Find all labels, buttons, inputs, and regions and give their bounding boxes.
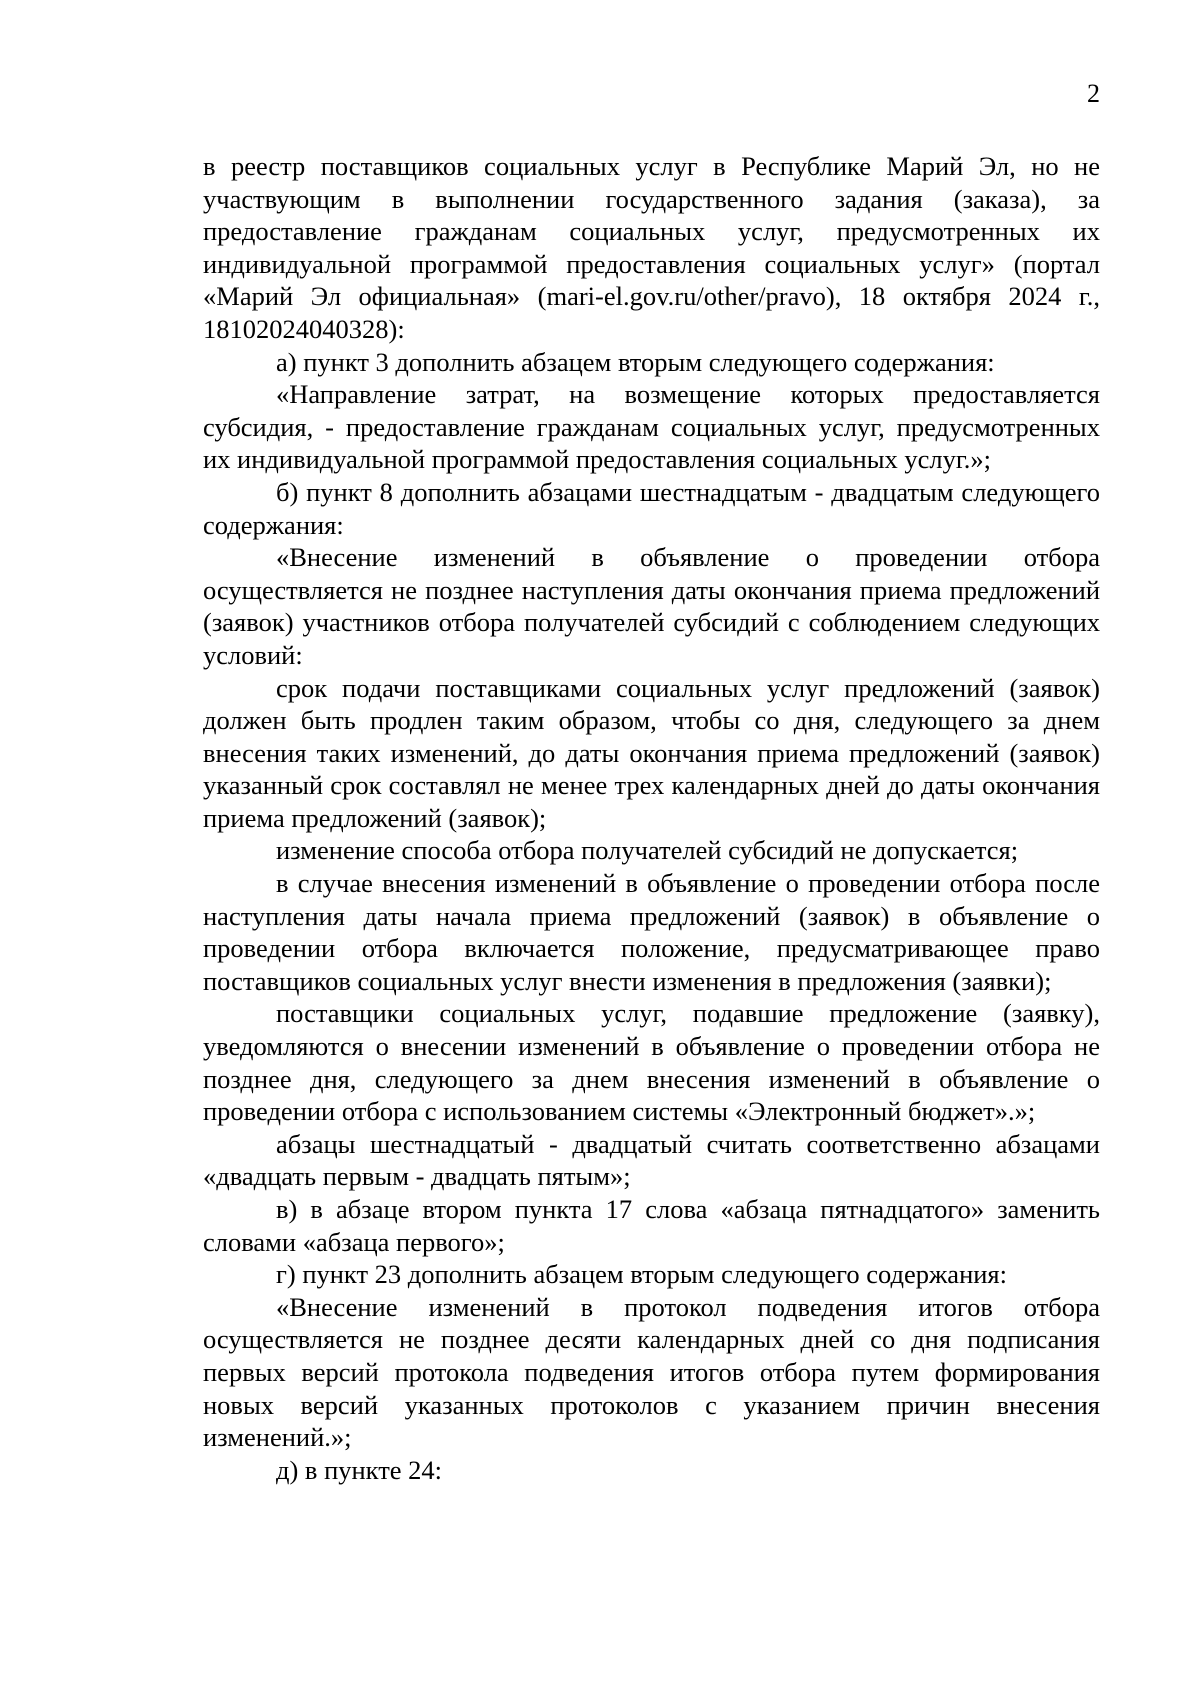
paragraph: изменение способа отбора получателей субсидий не допускается; <box>276 835 1019 866</box>
paragraph: в реестр поставщиков социальных услуг в Республике Марий Эл, но не участвующим в выполнении государственного задания (заказа), за предоставление гражданам социальных услуг, предусмотренных их индивидуальной программой предоставления социальных услуг» (портал «Марий Эл официальная» (mari-el.gov.ru/other/pravo), 18 октября 2024 г., 18102024040328): <box>203 151 1100 344</box>
page-number: 2 <box>1087 79 1100 108</box>
paragraph: поставщики социальных услуг, подавшие предложение (заявку), уведомляются о внесении изменений в объявление о проведении отбора не позднее дня, следующего за днем внесения изменений в объявление о проведении отбора с использованием системы «Электронный бюджет».»; <box>203 998 1100 1127</box>
paragraph: абзацы шестнадцатый - двадцатый считать соответственно абзацами «двадцать первым - двадцать пятым»; <box>203 1128 1100 1192</box>
paragraph: «Внесение изменений в объявление о проведении отбора осуществляется не позднее наступления даты окончания приема предложений (заявок) участников отбора получателей субсидий с соблюдением следующих условий: <box>203 542 1100 670</box>
paragraph: «Направление затрат, на возмещение которых предоставляется субсидия, - предоставление гражданам социальных услуг, предусмотренных их индивидуальной программой предоставления социальных услуг.»; <box>203 379 1100 475</box>
paragraph: в) в абзаце втором пункта 17 слова «абзаца пятнадцатого» заменить словами «абзаца первого»; <box>203 1194 1100 1257</box>
paragraph: срок подачи поставщиками социальных услуг предложений (заявок) должен быть продлен таким образом, чтобы со дня, следующего за днем внесения таких изменений, до даты окончания приема предложений (заявок) указанный срок составлял не менее трех календарных дней до даты окончания приема предложений (заявок); <box>203 672 1100 833</box>
paragraph: г) пункт 23 дополнить абзацем вторым следующего содержания: <box>276 1259 1007 1290</box>
paragraph: «Внесение изменений в протокол подведения итогов отбора осуществляется не позднее десяти календарных дней со дня подписания первых версий протокола подведения итогов отбора путем формирования новых версий указанных протоколов с указанием причин внесения изменений.»; <box>203 1291 1100 1453</box>
document-body <box>203 150 1100 1486</box>
paragraph: в случае внесения изменений в объявление о проведении отбора после наступления даты начала приема предложений (заявок) в объявление о проведении отбора включается положение, предусматривающее право поставщиков социальных услуг внести изменения в предложения (заявки); <box>203 868 1100 996</box>
paragraph: д) в пункте 24: <box>276 1454 443 1485</box>
paragraph: а) пункт 3 дополнить абзацем вторым следующего содержания: <box>276 346 995 377</box>
paragraph: б) пункт 8 дополнить абзацами шестнадцатым - двадцатым следующего содержания: <box>203 476 1100 540</box>
